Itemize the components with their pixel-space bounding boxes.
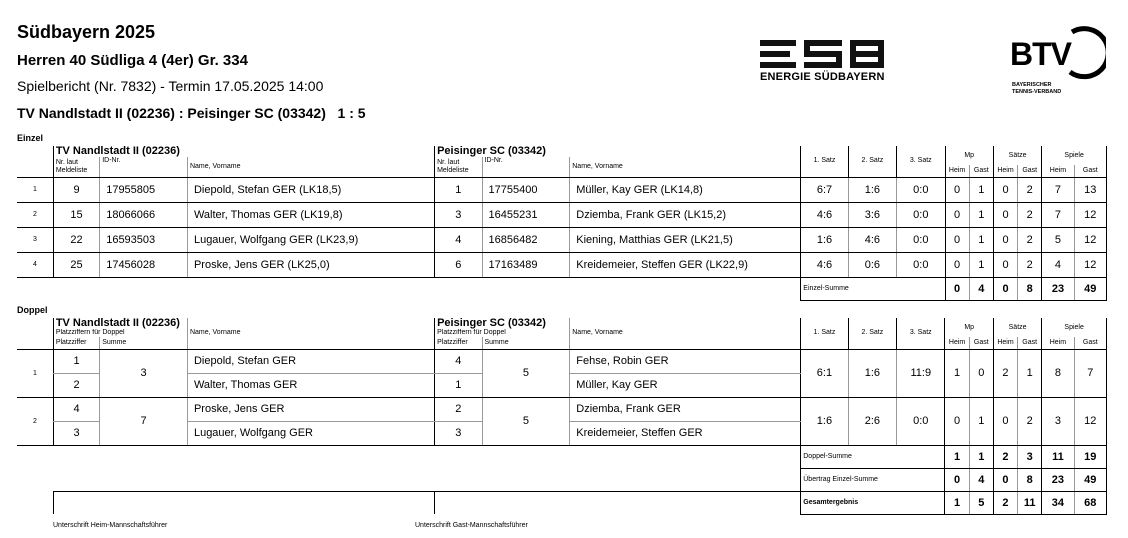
doppel-sum-row: Doppel-Summe 1 1 2 3 11 19	[17, 445, 1107, 468]
home-signature-label: Unterschrift Heim-Mannschaftsführer	[53, 522, 168, 529]
einzel-row: 4 25 17456028 Proske, Jens GER (LK25,0) 6 17163489 Kreidemeier, Steffen GER (LK22,9) 4:6 0:6 0:0 0 1 0 2 4 12	[17, 252, 1107, 277]
einzel-home-team: TV Nandlstadt II (02236)	[53, 146, 434, 157]
einzel-home-nr-header: Nr. laut Meldeliste	[53, 157, 99, 177]
einzel-row: 3 22 16593503 Lugauer, Wolfgang GER (LK23,9) 4 16856482 Kiening, Matthias GER (LK21,5) 1:6 4:6 0:0 0 1 0 2 5 12	[17, 227, 1107, 252]
einzel-table: TV Nandlstadt II (02236) Peisinger SC (03342) 1. Satz 2. Satz 3. Satz Mp Sätze Spiele Nr. laut Meldeliste ID-Nr. Name, Vorname Nr. laut Meldeliste ID-Nr. Name, Vorname Heim Gast Heim Gast Heim Gast 1 9 17955805 Diepold, Stefan GER (LK18,5) 1 17755400 Müller, Kay GER (LK14,8) 6:7 1:6 0:0 0 1 0 2 7 13 2 15 18066066 Walter, Thomas GER (LK19,8) 3 16455231 Dziemba, Frank GER (LK15,2) 4:6 3:6 0:0 0 1 0 2 7 12 3 22 16593503 Lugauer, Wolfgang GER (LK23,9) 4 16856482 Kiening, Matthias GER (LK21,5) 1:6 4:6 0:0 0 1 0 2 5 12 4 25 17456028 Proske, Jens GER (LK25,0) 6 17163489 Kreidemeier, Steffen GER (LK22,9) 4:6 0:6 0:0 0 1 0 2 4 12 Einzel-Summe 0 4 0 8 23 49	[17, 146, 1107, 301]
match-result: TV Nandlstadt II (02236) : Peisinger SC (03342) 1 : 5	[17, 105, 366, 121]
einzel-away-team: Peisinger SC (03342)	[435, 146, 801, 157]
doppel-home-pz-title: Platzziffern für Doppel	[53, 329, 187, 337]
einzel-saetze-header: Sätze	[993, 146, 1041, 165]
carry-sum-row: Übertrag Einzel-Summe 0 4 0 8 23 49	[17, 468, 1107, 491]
einzel-row: 1 9 17955805 Diepold, Stefan GER (LK18,5) 1 17755400 Müller, Kay GER (LK14,8) 6:7 1:6 0:0 0 1 0 2 7 13	[17, 177, 1107, 202]
esb-logo-mark	[760, 40, 886, 68]
doppel-away-team: Peisinger SC (03342)	[435, 318, 570, 329]
esb-subtitle: ENERGIE SÜDBAYERN	[760, 71, 885, 83]
esb-logo	[760, 40, 886, 83]
doppel-home-team: TV Nandlstadt II (02236)	[53, 318, 187, 329]
einzel-home-id-header: ID-Nr.	[100, 157, 188, 177]
doppel-row: 2 4 7 Proske, Jens GER 2 5 Dziemba, Frank GER 1:6 2:6 0:0 0 1 0 2 3 12	[17, 397, 1107, 421]
league-title: Herren 40 Südliga 4 (4er) Gr. 334	[17, 52, 248, 69]
away-signature-label: Unterschrift Gast-Mannschaftsführer	[415, 522, 528, 529]
einzel-away-id-header: ID-Nr.	[482, 157, 570, 177]
einzel-row: 2 15 18066066 Walter, Thomas GER (LK19,8) 3 16455231 Dziemba, Frank GER (LK15,2) 4:6 3:6 0:0 0 1 0 2 7 12	[17, 202, 1107, 227]
einzel-home-name-header: Name, Vorname	[187, 157, 434, 177]
doppel-home-name-header: Name, Vorname	[187, 318, 434, 349]
einzel-set3-header: 3. Satz	[897, 146, 945, 177]
btv-logo	[1010, 26, 1106, 96]
page-title: Südbayern 2025	[17, 22, 156, 42]
einzel-mp-header: Mp	[945, 146, 993, 165]
btv-wordmark: BTV	[1010, 36, 1071, 72]
einzel-sum-row: Einzel-Summe 0 4 0 8 23 49	[17, 277, 1107, 300]
einzel-set1-header: 1. Satz	[801, 146, 848, 177]
einzel-spiele-header: Spiele	[1042, 146, 1107, 165]
doppel-table: TV Nandlstadt II (02236) Name, Vorname Peisinger SC (03342) Name, Vorname 1. Satz 2. Satz 3. Satz Mp Sätze Spiele Platzziffern für Doppel Platzziffern für Doppel Platzziffer Summe Platzziffer Summe Heim Gast Heim Gast Heim Gast 1 1 3 Diepold, Stefan GER 4 5 Fehse, Robin GER 6:1 1:6 11:9 1 0 2 1 8 7 2 Walter, Thomas GER 1 Müller, Kay GER 2 4 7 Proske, Jens GER 2 5 Dziemba, Frank GER 1:6 2:6 0:0 0 1 0 2 3 12 3 Lugauer, Wolfgang GER 3 Kreidemeier, Steffen GER Doppel-Summe 1 1 2 3 11 19 Übertrag Einzel-Summe 0 4 0 8 23 49 Gesamtergebnis 1 5 2 11 34 68	[17, 318, 1107, 515]
doppel-away-name-header: Name, Vorname	[570, 318, 801, 349]
einzel-away-name-header: Name, Vorname	[570, 157, 801, 177]
doppel-section-label: Doppel	[17, 305, 48, 315]
einzel-section-label: Einzel	[17, 133, 44, 143]
btv-subtitle: BAYERISCHER TENNIS-VERBAND	[1012, 82, 1062, 95]
total-row: Gesamtergebnis 1 5 2 11 34 68	[17, 491, 1107, 514]
einzel-away-nr-header: Nr. laut Meldeliste	[435, 157, 482, 177]
doppel-away-pz-title: Platzziffern für Doppel	[435, 329, 570, 337]
doppel-row: 1 1 3 Diepold, Stefan GER 4 5 Fehse, Robin GER 6:1 1:6 11:9 1 0 2 1 8 7	[17, 349, 1107, 373]
report-info: Spielbericht (Nr. 7832) - Termin 17.05.2025 14:00	[17, 78, 324, 94]
einzel-set2-header: 2. Satz	[848, 146, 896, 177]
